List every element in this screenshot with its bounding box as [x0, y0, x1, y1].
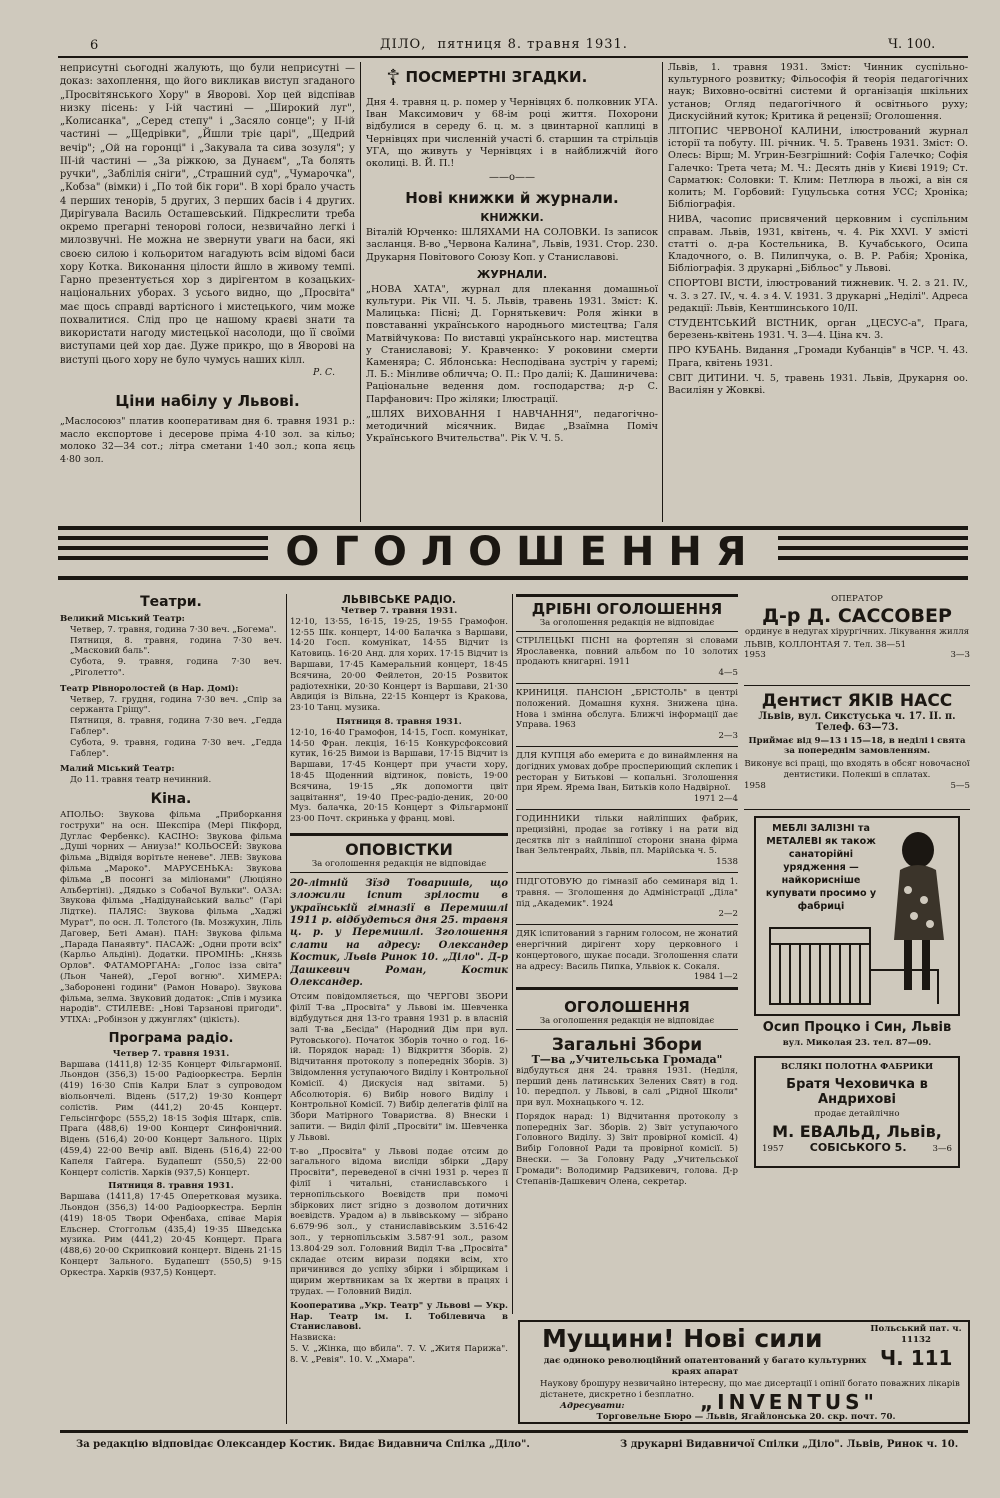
books-subtitle: КНИЖКИ.	[480, 211, 544, 225]
ad-address: Торговельне Бюро — Львів, Ягайлонська 20. скр. почт. 70.	[596, 1412, 896, 1422]
radio-listings: Варшава (1411,8) 17·45 Оперетковая музика. Льондон (356,3) 14·00 Радіооркестра. Берлін (419) 18·05 Твори Офенбаха, співає Марія Ельснер. Стоггольм (435,4) 19·35 Шведська музика. Рим (441,2) 20·45 Концерт. Прага (488,6) 20·00 Скрипковий концерт. Відень 21·15 Концерт Зального. Будапешт (550,5) 9·15 Оркестра. Харків (937,5) Концерт.	[60, 1192, 282, 1278]
ad-hours: Приймає від 9—13 і 15—18, в неділі і свята за попереднім замовленням.	[748, 735, 966, 757]
bed-illustration	[758, 820, 956, 1010]
theatre-show: Четвер, 7. травня, година 7·30 веч. „Богема".	[70, 624, 277, 635]
meeting-order: Порядок нарад: 1) Відчитання протоколу з попередніх Заг. Зборів. 2) Звіт уступаючого Головного Виділу. 3) Звіт провірної комісії. 4) Вибір Головної Ради та провірної комісії. 5) Внески. — За Головну Раду „Учительської Громади": Володимир Радзикевич, голова. Д-р Степанів-Дашкевич Олена, секретар.	[516, 1111, 738, 1187]
ad-headline: М. ЕВАЛЬД, Львів,	[772, 1121, 942, 1141]
theatre-name: Малий Міський Театр:	[60, 764, 175, 775]
ad-text: Адресувати:	[560, 1401, 625, 1411]
book-entry: Віталій Юрченко: ШЛЯХАМИ НА СОЛОВКИ. Із записок засланця. В-во „Червона Калина", Львів, 1931. Стор. 230. Друкарня Повітового Союзу Коп. у Станиславові.	[366, 227, 658, 263]
ad-number: 1953	[744, 650, 766, 661]
cinema-listings: АПОЛЬО: Звукова фільма „Приборкання гострухи" на осн. Шекспіра (Мері Пікфорд, Дуглас Фербенкс). КАСІНО: Звукова фільма „Душі чорних — Аниуза!" КОЛЬОСЕЙ: Звукова фільма „Відвідя ворітьте неневе". ЛЕВ: Звукова фільма „Мароко". МАРУСЕНЬКА: Звукова фільма „В посонгі за міліонами" (Люціяно Альбертіні). „Дядько з Собачої Вульки". ОАЗА: Звукова фільма „Надідунайський вальс" (Гарі Лідтке). ПАЛЯС: Звукова фільма „Хаджі Мурат", по осн. Л. Толстого (Ів. Мозжухин, Ліль Даговер, Беті Аман). ПАН: Звукова фільма „Парада Панаявту". ПАСАЖ: „Одни проти всіх" (Карльо Альдіні). Додатки. ПРОМІНЬ: „Князь Орлов". ФАТАМОРГАНА: „Голос ізза світа" (Льон Чаней), „Герої вогню". ХИМЕРА: „Заборонені години" (Рамон Новаро). Звукова фільма, зелма. Звуковий додаток: „Спів і музика народів". СТИЛЕВЕ: „Нові Тарзанові пригоди". УТІХА: „Робінзон у джунглях" (цікість).	[60, 809, 282, 1026]
ad-address: ЛЬВІВ, КОЛЛОНТАЯ 7. Тел. 38—51	[744, 639, 907, 650]
journal-entry: Львів, 1. травня 1931. Зміст: Чинник суспільно-культурного розвитку; Фільософія й теорія педагогічних наук; Виховно-освітні системи й організація шкільних установ; Огляд педагогічного й освітнього руху; Дискусійний куток; Критика й рецензії; Оголошення.	[668, 62, 968, 122]
column-divider	[286, 594, 287, 1424]
books-title: Нові книжки й журнали.	[405, 189, 619, 208]
radio-day: Пятниця 8. травня 1931.	[336, 716, 462, 727]
ad-number: 2—3	[718, 731, 738, 742]
ads2-subtitle: За оголошення редакція не відповідає	[539, 1016, 715, 1027]
ad-number: 3—3	[950, 650, 970, 661]
column-divider-2	[662, 62, 663, 522]
ad-headline: Мущини! Нові сили	[542, 1324, 823, 1353]
footer-printer: З друкарні Видавничої Спілки „Діло". Львів, Ринок ч. 10.	[620, 1439, 959, 1450]
ad-number: 2—2	[718, 909, 738, 920]
column-divider-1	[360, 62, 361, 522]
notice-entry: 5. V. „Жінка, що вбила". 7. V. „Житя Парижа". 8. V. „Ревія". 10. V. „Хмара".	[290, 1343, 508, 1365]
ad-headline: Дентист ЯКІВ НАСС	[761, 691, 953, 711]
ad-nass	[744, 690, 970, 810]
theatres-title: Театри.	[140, 594, 202, 610]
ad-number: 1538	[716, 857, 738, 868]
obituary-title-row	[366, 66, 658, 91]
theatre-name: Театр Рівноролостей (в Нар. Домі):	[60, 683, 239, 694]
theatre-show: Субота, 9. травня, година 7·30 веч. „Ріголетто".	[70, 657, 282, 678]
cinema-title: Кіна.	[150, 790, 192, 807]
column-3	[668, 62, 968, 522]
page-number: 6	[90, 38, 99, 53]
ad-text: дає одиноко революційний опатентований у багато культурних краях апарат	[543, 1356, 867, 1377]
journals-subtitle: ЖУРНАЛИ.	[476, 267, 548, 281]
journal-entry: СТУДЕНТСЬКИЙ ВІСТНИК, орган „ЦЕСУС-а", Прага, березень-квітень 1931. Ч. 3—4. Ціна кч. 3.	[668, 318, 968, 342]
obituary-text: Дня 4. травня ц. р. помер у Чернівцях б. полковник УГА. Іван Максимович у 68-ім році життя. Похорони відбулися в середу 6. ц. м. з цвинтарної каплиці в Чернівцях при численній участі б. старшин та стрільців УГА, що живуть у Чернівцях і в найближчій його околиці. В. Й. П.!	[366, 97, 658, 170]
radio-listings: Варшава (1411,8) 12·35 Концерт Фільгармонії. Льондон (356,3) 15·00 Радіооркестра. Берлін (419) 16·30 Спів Калри Блат з супроводом віольончелі. Відень (517,2) 19·30 Концерт солістів. Рим (441,2) 20·45 Концерт. Гельсінгфорс (555,2) 18·15 Зофія Штарк, спів. Прага (488,6) 19·00 Концерт Синфонічний. Відень (516,4) 20·00 Концерт Зального. Ціріх (459,4) 22·00 Вечір авії. Відень (516,4) 22·00 Капеля Гайгера. Будапешт (550,5) 22·00 Концерт солістів. Харків (937,5) Концерт.	[60, 1059, 282, 1178]
ad-number: 1958	[744, 780, 766, 791]
small-ad: ДЯК іспитований з гарним голосом, не жонатий енергічний дирігент хору церковного і концертового, шукає посади. Зголошення слати на адресу: Василь Пипка, Ульвіок к. Сокаля.	[516, 929, 738, 972]
ads2-title: ОГОЛОШЕННЯ	[564, 998, 690, 1017]
ad-inventus	[518, 1320, 970, 1424]
ads-banner-title: ОГОЛОШЕННЯ	[285, 529, 761, 575]
ad-brand: „INVENTUS"	[700, 1390, 878, 1414]
journal-entry: НИВА, часопис присвячений церковним і суспільним справам. Львів, 1931, квітень, ч. 4. Рік XXVI. У змісті статті о. д-ра Костельника, В. Кучабського, Осипа Кладочного, о. В. Пилипчука, о. В. Р. Рабія; Хроніка, Бібліографія. З друкарні „Бібльос" у Львові.	[668, 214, 968, 275]
theatre-show: Пятниця, 8. травня, година 7·30 веч. „Масковий баль".	[70, 635, 282, 657]
ad-text: продає детайлічно	[814, 1108, 900, 1119]
ad-text: Виконує всі праці, що входять в обсяг новочасної дентистики. Полекші в сплатах.	[744, 759, 970, 780]
radio-day: Пятниця 8. травня 1931.	[108, 1181, 234, 1192]
theatre-show: Пятниця, 8. травня, година 7·30 веч. „Гедда Габлер".	[70, 716, 282, 737]
ad-number: 1957	[762, 1143, 784, 1154]
radio-day: Четвер 7. травня 1931.	[112, 1048, 230, 1059]
meeting-text: відбудуться дня 24. травня 1931. (Неділя, перший день латинських Зелених Свят) в год. 10. передпол. у Львові, в салі „Рідної Школи" при вул. Мохнацького ч. 12.	[516, 1065, 738, 1109]
notice-entry: Отсим повідомляється, що ЧЕРГОВІ ЗБОРИ філії Т-ва „Просвіта" у Львові ім. Шевченка відбудуться дня 13-го травня 1931 р. в власній залі Т-ва „Бесіда" (Народний Дім при вул. Рутовського). Початок Зборів точно о год. 16-ій. Порядок нарад: 1) Відкриття Зборів. 2) Відчитання протоколу з попередніх Зборів. 3) Звідомлення уступаючого Виділу і Контрольної Комісії. 4) Дискусія над звітами. 5) Абсолюторія. 6) Вибір нового Виділу і Контрольної Комісії. 7) Вибір делегатів філії на Збори Матірного Товариства. 8) Внески і запити. — Виділ філії „Просвіти" ім. Шевченка у Львові.	[290, 992, 508, 1143]
prices-text: „Маслосоюз" платив кооперативам дня 6. травня 1931 р.: масло експортове і десерове пріма 4·10 зол. за кільо; молоко 32—34 сот.; літра сметани 1·40 зол.; копа яєць 4·80 зол.	[60, 416, 355, 465]
concert-review: неприсутні сьогодні жалують, що були неприсутні — доказ: захоплення, що його викликав виступ згаданого „Просвітянського Хору" в Яворові. Хор цей відспівав низку пісень: у І-ій частині — „Широкий луг", „Колисанка", „Серед степу" і „Засяло сонце"; у ІІ-ій частині — „Щедрівки", „Йшли тріє царі", „Щедрий вечір"; „Ой на горонці" і „Закувала та сива зозуля"; у ІІІ-ій частині — „За ріжкою, за Дунаєм", „Та болять ручки", „Заблілія сніги", „Страшний суд", „Чумарочка", „Кобза" (вімки) і „По той бік гори". В хорі брало участь 4 перших тенорів, 5 других, 3 перших басів і 4 других. Дирігувала Василь Осташевський. Підкреслити треба окремо прегарні тенорові голоси, незвичайно легкі і милозвучні. Не можна не звернути уваги на баси, які своєю силою і кольоритом нагадують всім відомі баси хору Котка. Виконання цілости йшло в живому темпі. Гарно презентується хор з дирігентом в козацьких-національних уборах. З усього видно, що „Просвіта" має щось справді вартісного і мистецького, чим може похвалитися. Слід про це нашому краєві знати та використати нагоду мистецької насолоди, що її своїми виступами цей хор дає. Дуже прикро, що в Яворові на виступі цього хору не було чумусь наших кілл.	[60, 63, 355, 366]
ad-patent: Польський пат. ч. 11132	[870, 1324, 962, 1345]
radio-notices-column	[290, 594, 508, 1424]
lviv-radio-title: ЛЬВІВСЬКЕ РАДІО.	[342, 594, 456, 606]
ad-text: ординує в недугах хірургічних. Лікування жилля	[744, 626, 970, 637]
radio-listings: 12·10, 16·40 Грамофон, 14·15, Госп. комунікат, 14·50 Фран. лекція, 16·15 Конкурсфоксовий кутик, 16·25 Вимои із Варшави, 17·15 Відчит із Варшави, 17·45 Концерт при участи хору, 18·45 Щоденний відтинок, повість, 19·00 Всячина, 19·15 „Як допомогти цвіт зацвітання", 19·40 Прес-радіо-деник, 20·00 Муз. балачка, 20·15 Концерт з Фільгармонії 23·00 Почт. скринька у франц. мові.	[290, 727, 508, 825]
ad-text: Наукову брошуру незвичайно інтересну, що має дисертації і опінії богато поважних лікарів дістанете, дискретно і безплатно.	[540, 1379, 960, 1400]
ad-address: СОБІСЬКОГО 5.	[809, 1140, 907, 1154]
obituary-title: ПОСМЕРТНІ ЗГАДКИ.	[405, 68, 588, 86]
ad-headline: Д-р Д. САССОВЕР	[762, 604, 952, 627]
review-signature: Р. С.	[313, 366, 335, 378]
ad-number: 3—6	[932, 1143, 952, 1154]
ad-number: 4—5	[718, 668, 738, 679]
notice-entry: Кооператива „Укр. Театр" у Львові — Укр. Нар. Театр ім. І. Тобілевича в Станиславові.	[290, 1300, 508, 1333]
radio-program-title: Програма радіо.	[108, 1030, 234, 1046]
small-ads-column	[516, 594, 738, 1314]
theatre-name: Великий Міський Театр:	[60, 614, 185, 624]
issue-date: пятниця 8. травня 1931.	[437, 37, 628, 52]
notices-title: ОПОВІСТКИ	[345, 839, 453, 859]
journal-entry: ПРО КУБАНЬ. Видання „Громади Кубанців" в ЧСР. Ч. 43. Прага, квітень 1931.	[668, 345, 968, 369]
masthead	[380, 37, 628, 52]
small-ads-subtitle: За оголошення редакція не відповідає	[539, 618, 715, 628]
footer-editor: За редакцію відповідає Олександер Костик. Видає Видавнича Спілка „Діло".	[76, 1439, 530, 1450]
column-2	[366, 62, 658, 522]
listings-column	[60, 594, 282, 1424]
cross-icon: ☦	[386, 66, 401, 91]
ad-maker: Осип Процко і Син, Львів	[762, 1020, 952, 1035]
ad-text: МЕБЛІ ЗАЛІЗНІ та МЕТАЛЕВІ як також санаторійні урядження — найкорисніше купувати просимо у фабриці	[765, 823, 877, 912]
small-ad: ГОДИННИКИ тільки найліпших фабрик, прецизійні, продає за готівку і на рати від десяткв літ з найліпшої сторони знана фірма Іван Зельтенрайх, Львів, пл. Марійська ч. 5.	[516, 813, 738, 857]
ad-text: ВСЛЯКІ ПОЛОТНА ФАБРИКИ	[780, 1062, 934, 1072]
journal-entry: ЛІТОПИС ЧЕРВОНОЇ КАЛИНИ, ілюстрований журнал історії та побуту. ІІІ. річник. Ч. 5. Травень 1931. Зміст: О. Олесь: Вірш; М. Угрин-Безгрішний: Софія Галечко; Софія Галечко: Трета чета; М. Ч.: Десять днів у Києві 1919; Ст. Сарматюк: Соловки: Т. Клим: Петлюра в льожі, а він ся колить; М. Горбовий: Гуцульська сотня УСС; Хроніка; Бібліографія.	[668, 126, 968, 211]
ad-number: 1971 2—4	[693, 794, 738, 805]
notice-entry: Т-во „Просвіта" у Львові подає отсим до загального відома висліди збірки „Дару Просвіти", переведеної в січні 1931 р. через її філії і читальні, станиславського і тернопільського Воєвідств при помочі збіркових лист згідно з дозволом дотичних воєвідств. Урадом а) в львівському — зібрано 6.679·96 зол., у станиславівським 3.516·42 зол., у тернопільськім 3.587·91 зол., разом 13.804·29 зол. Головний Виділ Т-ва „Просвіта" складає отсим вирази подяки всім, хто причинився до успіху збірки і збірщикам і щирим жертвникам за їх жертви в працях і трудах. — Головний Виділ.	[290, 1146, 508, 1297]
radio-day: Четвер 7. травня 1931.	[340, 606, 458, 616]
issue-number: Ч. 100.	[888, 37, 936, 52]
journal-entry: СПОРТОВІ ВІСТИ, ілюстрований тижневик. Ч. 2. з 21. IV., ч. 3. з 27. IV., ч. 4. з 4. V. 1931. З друкарні „Неділі". Адреса редакції: Львів, Кентшинського 10/ІІ.	[668, 278, 968, 314]
small-ad: ДЛЯ КУПЦЯ або емерита є до винаймлення на догідних умовах добре проспериющий склепик і ресторан у Битькові — копальні. Зголошення при Ярем. Ярема Іван, Битьків коло Надвірної.	[516, 750, 738, 794]
column-divider	[512, 594, 513, 1314]
ad-address: Львів, вул. Сикстуська ч. 17. II. п. Телеф. 63—73.	[758, 711, 956, 733]
ad-label: ОПЕРАТОР	[831, 594, 883, 604]
column-1	[60, 62, 355, 522]
theatre-show: До 11. травня театр нечинний.	[70, 775, 212, 786]
footer-rule	[60, 1430, 968, 1433]
ad-sassover	[744, 594, 970, 686]
theatre-show: Субота, 9. травня, година 7·30 веч. „Гедда Габлер".	[70, 737, 282, 759]
journal-entry: СВІТ ДИТИНИ. Ч. 5, травень 1931. Львів, Друкарня оо. Василіян у Жовкві.	[668, 372, 968, 397]
ad-furniture	[754, 816, 960, 1016]
small-ad: ПІДГОТОВУЮ до гімназії або семинаря від 1. травня. — Зголошення до Адміністрації „Діла" під „Академик". 1924	[516, 876, 738, 909]
meeting-title: Загальні Збори	[551, 1034, 703, 1055]
ad-number	[744, 650, 970, 661]
notice-entry: 20-літній Зїзд Товаришів, що зложили іспит зрілости в українській гімназії в Перемишлі 1911 р. відбудеться дня 25. травня ц. р. у Перемишлі. Зголошення слати на адресу: Олександер Костик, Львів Ринок 10. „Діло". Д-р Дашкевич Роман, Костик Олександер.	[290, 877, 508, 988]
display-ads-column	[744, 594, 970, 1314]
theatre-show: Четвер, 7. грудня, година 7·30 веч. „Спір за сержанта Гріщу".	[70, 694, 282, 716]
ad-number: 5—5	[950, 780, 970, 791]
small-ad: КРИНИЦЯ. ПАНСІОН „БРІСТОЛЬ" в центрі положений. Домашня кухня. Знижена ціна. Нова і змінна обслуга. Ближчі інформації дає Управа. 1963	[516, 687, 738, 731]
notice-entry: Назвиска:	[290, 1333, 337, 1344]
ad-address: вул. Миколая 23. тел. 87—09.	[782, 1038, 932, 1048]
ornament-divider: ——o——	[488, 172, 536, 184]
ad-numbers	[744, 781, 970, 792]
ad-headline: Ч. 111	[880, 1346, 953, 1370]
journal-entry: „ШЛЯХ ВИХОВАННЯ І НАВЧАННЯ", педагогічно-методичний місячник. Видає „Взаїмна Поміч Українського Вчительства". Рік V. Ч. 5.	[366, 408, 658, 445]
ads-banner	[58, 522, 968, 586]
ad-headline: Братя Чеховичка в Андрихові	[786, 1076, 928, 1107]
meeting-org: Т—ва „Учительська Громада"	[531, 1052, 723, 1066]
prices-title: Ціни набілу у Львові.	[115, 392, 300, 411]
header-rule	[58, 56, 968, 58]
journal-entry: „НОВА ХАТА", журнал для плекання домашньої культури. Рік VII. Ч. 5. Львів, травень 1931. Зміст: К. Малицька: Пісні; Д. Горнятькевич: Роля жінки в повставанні українського народнього мистецтва; Галя Матвійчукова: По виставці українського нар. мистецтва у Станиславові; У. Кравченко: У роковини смерти Каменяра; С. Яблонська: Несподівана зустріч у гаремі; Л. Б.: Мінливе обличча; О. П.: Про даліі; К. Дашиничева: Раціональне ведення дом. господарства; д-р С. Парфанович: Про жіляки; Ілюстрації.	[366, 283, 658, 405]
ad-evald	[754, 1056, 960, 1168]
small-ad: СТРІЛЕЦЬКІ ПІСНІ на фортепян зі словами Ярославенка, повний альбом по 10 золотих продають книгарні. 1911	[516, 635, 738, 668]
ad-number: 1984 1—2	[693, 972, 738, 983]
small-ads-title: ДРІБНІ ОГОЛОШЕННЯ	[531, 600, 723, 618]
notices-subtitle: За оголошення редакція не відповідає	[311, 858, 487, 869]
paper-name: ДІЛО,	[380, 37, 427, 52]
radio-listings: 12·10, 13·55, 16·15, 19·25, 19·55 Грамофон. 12·55 Шк. концерт, 14·00 Балачка з Варшави, 14·20 Госп. комунікат, 14·55 Відчит із Катовиць. 16·20 Анд. для хорих. 17·15 Відчит із Варшави, 17·45 Камеральний концерт, 18·45 Всячина, 20·00 Фейлетон, 20·15 Розвиток радіотехніки, 20·30 Концерт із Варшави, 21·30 Авдиція із Вільна, 22·15 Концерт із Кракова, 23·10 Танц. музика.	[290, 616, 508, 714]
